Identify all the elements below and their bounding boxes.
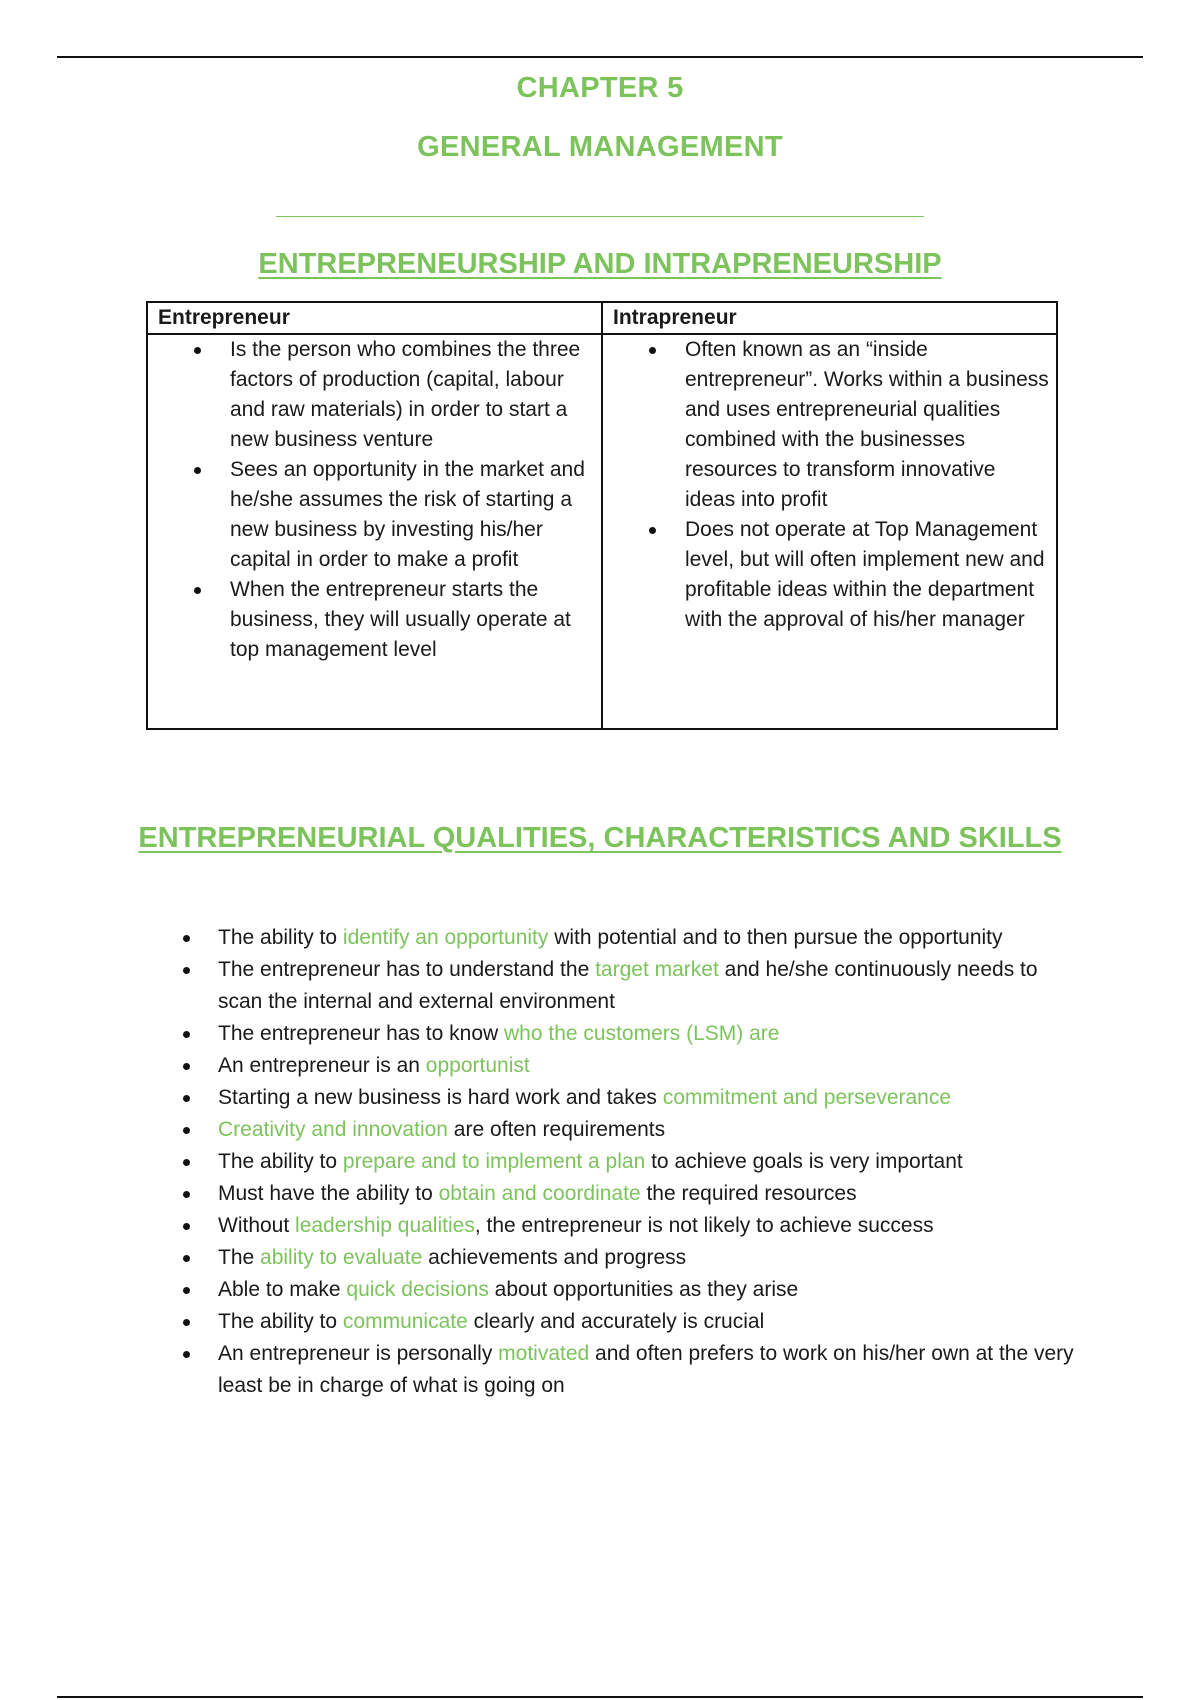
bullet-icon (194, 347, 201, 354)
bullet-icon (649, 527, 656, 534)
bullet-icon (183, 1255, 190, 1262)
entrepreneur-list (148, 335, 601, 665)
section-heading-entrepreneurship: ENTREPRENEURSHIP AND INTRAPRENEURSHIP (258, 248, 942, 280)
bottom-rule (57, 1696, 1143, 1698)
item-text: Able to make (218, 1278, 347, 1301)
item-text: The ability to (218, 1150, 343, 1173)
item-text: the required resources (640, 1182, 857, 1205)
highlight-text: leadership qualities (295, 1214, 475, 1237)
list-item (176, 1338, 1076, 1402)
item-text: Starting a new business is hard work and takes (218, 1086, 663, 1109)
item-text: and often prefers to work on his/her own at the very least be in charge of what is going on (218, 1342, 1074, 1397)
item-text: about opportunities as they arise (488, 1278, 799, 1301)
bullet-icon (183, 1031, 190, 1038)
list-item (176, 1082, 1076, 1114)
highlight-text: who the customers (LSM) are (504, 1022, 780, 1045)
list-item (176, 1018, 1076, 1050)
qualities-list (176, 922, 1076, 1402)
item-text: The entrepreneur has to understand the (218, 958, 596, 981)
list-item (176, 922, 1076, 954)
bullet-icon (183, 935, 190, 942)
item-text: are often requirements (447, 1118, 666, 1141)
bullet-icon (649, 347, 656, 354)
item-text: , the entrepreneur is not likely to achieve success (474, 1214, 934, 1237)
highlight-text: ability to evaluate (260, 1246, 423, 1269)
item-text: to achieve goals is very important (645, 1150, 963, 1173)
highlight-text: target market (595, 958, 719, 981)
list-item (176, 1146, 1076, 1178)
bullet-icon (183, 1127, 190, 1134)
table-header-entrepreneur: Entrepreneur (147, 302, 602, 334)
item-text: An entrepreneur is personally (218, 1342, 499, 1365)
item-text: An entrepreneur is an (218, 1054, 426, 1077)
list-item (176, 1306, 1076, 1338)
highlight-text: communicate (342, 1310, 468, 1333)
chapter-subtitle: GENERAL MANAGEMENT (417, 131, 783, 163)
list-item: When the entrepreneur starts the business, they will usually operate at top management level (148, 575, 601, 665)
highlight-text: prepare and to implement a plan (342, 1150, 646, 1173)
highlight-text: motivated (498, 1342, 590, 1365)
item-text: The entrepreneur has to know (218, 1022, 505, 1045)
list-item (176, 1242, 1076, 1274)
bullet-icon (183, 1063, 190, 1070)
list-item: Is the person who combines the three factors of production (capital, labour and raw materials) in order to start a new business venture (148, 335, 601, 455)
highlight-text: quick decisions (346, 1278, 489, 1301)
intrapreneur-list (603, 335, 1056, 635)
bullet-icon (183, 1191, 190, 1198)
item-text: Without (218, 1214, 296, 1237)
list-item: Does not operate at Top Management level, but will often implement new and profitable ideas within the department with the approval of his/her manager (603, 515, 1056, 635)
table-header-intrapreneur: Intrapreneur (602, 302, 1057, 334)
item-text: The ability to (218, 1310, 343, 1333)
list-item (176, 1178, 1076, 1210)
highlight-text: commitment and perseverance (662, 1086, 952, 1109)
highlight-text: Creativity and innovation (218, 1118, 448, 1141)
list-item (176, 1210, 1076, 1242)
top-rule (57, 56, 1143, 58)
bullet-icon (183, 967, 190, 974)
highlight-text: opportunist (425, 1054, 530, 1077)
item-text: The (218, 1246, 261, 1269)
bullet-icon (183, 1159, 190, 1166)
bullet-icon (183, 1351, 190, 1358)
bullet-icon (183, 1319, 190, 1326)
list-item: Often known as an “inside entrepreneur”. Works within a business and uses entrepreneurial qualities combined with the businesses resources to transform innovative ideas into profit (603, 335, 1056, 515)
intrapreneur-cell (602, 334, 1057, 729)
item-text: Must have the ability to (218, 1182, 439, 1205)
bullet-icon (183, 1287, 190, 1294)
list-item (176, 1114, 1076, 1146)
chapter-title: CHAPTER 5 (516, 72, 684, 104)
bullet-icon (183, 1095, 190, 1102)
list-item (176, 954, 1076, 1018)
list-item: Sees an opportunity in the market and he/she assumes the risk of starting a new business by investing his/her capital in order to make a profit (148, 455, 601, 575)
highlight-text: identify an opportunity (342, 926, 549, 949)
section-heading-qualities: ENTREPRENEURIAL QUALITIES, CHARACTERISTICS AND SKILLS (138, 822, 1062, 854)
list-item (176, 1050, 1076, 1082)
item-text: achievements and progress (422, 1246, 687, 1269)
bullet-icon (194, 587, 201, 594)
bullet-icon (194, 467, 201, 474)
comparison-table (146, 301, 1058, 730)
item-text: The ability to (218, 926, 343, 949)
title-separator (276, 216, 924, 217)
item-text: and he/she continuously needs to scan the internal and external environment (218, 958, 1038, 1013)
item-text: with potential and to then pursue the opportunity (548, 926, 1003, 949)
entrepreneur-cell (147, 334, 602, 729)
item-text: clearly and accurately is crucial (467, 1310, 765, 1333)
bullet-icon (183, 1223, 190, 1230)
list-item (176, 1274, 1076, 1306)
highlight-text: obtain and coordinate (438, 1182, 641, 1205)
